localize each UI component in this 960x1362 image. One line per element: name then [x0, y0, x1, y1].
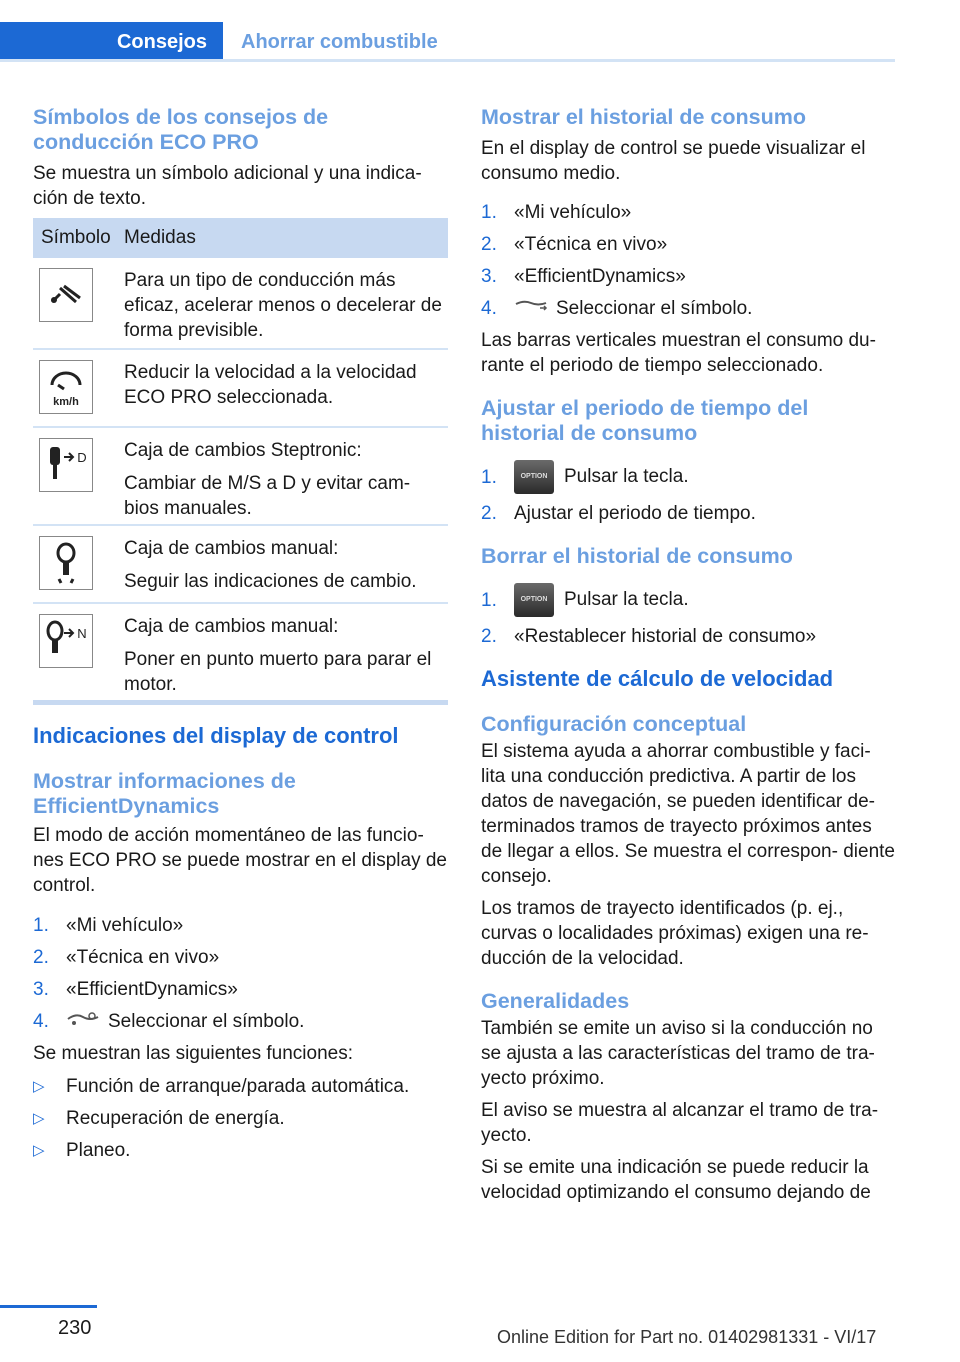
car-history-icon	[514, 296, 548, 321]
section-title-period: Ajustar el periodo de tiempo del historial de consumo	[481, 396, 809, 446]
steps-list	[481, 460, 896, 526]
functions-list	[33, 1074, 448, 1163]
svg-text:km/h: km/h	[53, 396, 79, 408]
footer-divider	[0, 1305, 97, 1308]
row-text: Caja de cambios manual:	[124, 538, 339, 559]
paragraph-general-3: Si se emite una indicación se puede reducir la velocidad optimizando el consumo dejando de	[481, 1157, 871, 1204]
row-text: Caja de cambios Steptronic:	[124, 440, 362, 461]
steps-list	[481, 583, 896, 649]
table-row	[33, 526, 448, 604]
row-text: Poner en punto muerto para parar el motor.	[124, 649, 432, 695]
row-text: Seguir las indicaciones de cambio.	[124, 571, 417, 592]
right-column	[481, 105, 896, 1205]
list-item: 2. «Técnica en vivo»	[33, 947, 220, 968]
option-button-icon: OPTION	[514, 460, 554, 494]
row-text: Cambiar de M/S a D y evitar cam‐ bios manuales.	[124, 473, 411, 519]
subsection-title-concept: Configuración conceptual	[481, 712, 747, 737]
section-title-symbols: Símbolos de los consejos de conducción ECO PRO	[33, 105, 329, 154]
gear-lever-n-icon	[39, 614, 93, 668]
paragraph-display-intro: El modo de acción momentáneo de las funcio‐ nes ECO PRO se puede mostrar en el display de control.	[33, 825, 447, 896]
left-column-lower	[33, 722, 448, 1170]
list-item: 4. Seleccionar el símbolo.	[481, 296, 896, 321]
tab-consejos[interactable]: Consejos	[0, 22, 223, 62]
subsection-title-efficientdynamics: Mostrar informaciones de EfficientDynamics	[33, 769, 296, 818]
paragraph-symbols-intro: Se muestra un símbolo adicional y una indica‐ ción de texto.	[33, 163, 422, 209]
table-bottom-border	[33, 700, 448, 705]
row-text: Caja de cambios manual:	[124, 616, 339, 637]
paragraph-concept: El sistema ayuda a ahorrar combustible y faci‐ lita una conducción predictiva. A partir de los datos de navegación, se pueden identificar de‐ terminados tramos de trayecto próximos antes de llegar a ellos. Se muestra el correspon‐ diente consejo.	[481, 741, 896, 888]
section-title-display: Indicaciones del display de control	[33, 723, 399, 748]
symbols-table	[33, 218, 448, 705]
paragraph-functions-intro: Se muestran las siguientes funciones:	[33, 1043, 354, 1065]
tab-ahorrar-combustible[interactable]: Ahorrar combustible	[241, 30, 438, 53]
row-text: Para un tipo de conducción más eficaz, acelerar menos o decelerar de forma previsible.	[124, 270, 442, 341]
list-item: 1. «Mi vehículo»	[481, 202, 632, 223]
table-row	[33, 604, 448, 700]
paragraph-history-bars: Las barras verticales muestran el consumo du‐ rante el periodo de tiempo seleccionado.	[481, 330, 876, 377]
steps-list	[33, 913, 448, 1034]
table-row	[33, 258, 448, 350]
list-item: 4. Seleccionar el símbolo.	[33, 1009, 448, 1034]
paragraph-general-1: También se emite un aviso si la conducción no se ajusta a las características del tramo de tra‐ yecto próximo.	[481, 1018, 875, 1090]
steps-list	[481, 200, 896, 321]
list-item: ▷ Planeo.	[33, 1140, 131, 1162]
list-item: 1. OPTION Pulsar la tecla.	[481, 583, 896, 617]
car-eco-icon	[66, 1009, 100, 1034]
list-item: 2. «Técnica en vivo»	[481, 234, 668, 255]
list-item: 1. OPTION Pulsar la tecla.	[481, 460, 896, 494]
list-item: 1. «Mi vehículo»	[33, 915, 184, 936]
section-title-history: Mostrar el historial de consumo	[481, 105, 806, 129]
table-header-measures: Medidas	[124, 227, 196, 248]
section-title-speed-assistant: Asistente de cálculo de velocidad	[481, 666, 834, 692]
subsection-title-general: Generalidades	[481, 989, 630, 1014]
table-row	[33, 428, 448, 526]
left-column	[33, 105, 448, 211]
gear-lever-d-icon	[39, 438, 93, 492]
paragraph-general-2: El aviso se muestra al alcanzar el tramo de tra‐ yecto.	[481, 1100, 879, 1147]
option-button-icon: OPTION	[514, 583, 554, 617]
table-row	[33, 350, 448, 428]
header-divider	[0, 59, 895, 62]
svg-text:D: D	[77, 450, 87, 465]
speed-kmh-icon	[39, 360, 93, 414]
gear-lever-icon	[39, 536, 93, 590]
footer-edition: Online Edition for Part no. 01402981331 - VI/17	[497, 1327, 877, 1347]
list-item: 2. Ajustar el periodo de tiempo.	[481, 503, 756, 525]
page-header	[0, 0, 960, 62]
table-header	[33, 218, 448, 258]
list-item: ▷ Función de arranque/parada automática.	[33, 1076, 410, 1098]
list-item: 2. «Restablecer historial de consumo»	[481, 626, 817, 648]
section-title-clear-history: Borrar el historial de consumo	[481, 544, 793, 569]
hand-pedal-icon	[39, 268, 93, 322]
page-number: 230	[58, 1317, 92, 1339]
list-item: 3. «EfficientDynamics»	[481, 266, 686, 287]
paragraph-history-intro: En el display de control se puede visualizar el consumo medio.	[481, 138, 866, 184]
svg-text:N: N	[77, 626, 87, 641]
table-header-symbol: Símbolo	[41, 227, 111, 248]
paragraph-route-sections: Los tramos de trayecto identificados (p. ej., curvas o localidades próximas) exigen una re‐ ducción de la velocidad.	[481, 898, 869, 970]
list-item: ▷ Recuperación de energía.	[33, 1108, 285, 1130]
row-text: Reducir la velocidad a la velocidad ECO PRO seleccionada.	[124, 362, 417, 408]
list-item: 3. «EfficientDynamics»	[33, 979, 238, 1000]
